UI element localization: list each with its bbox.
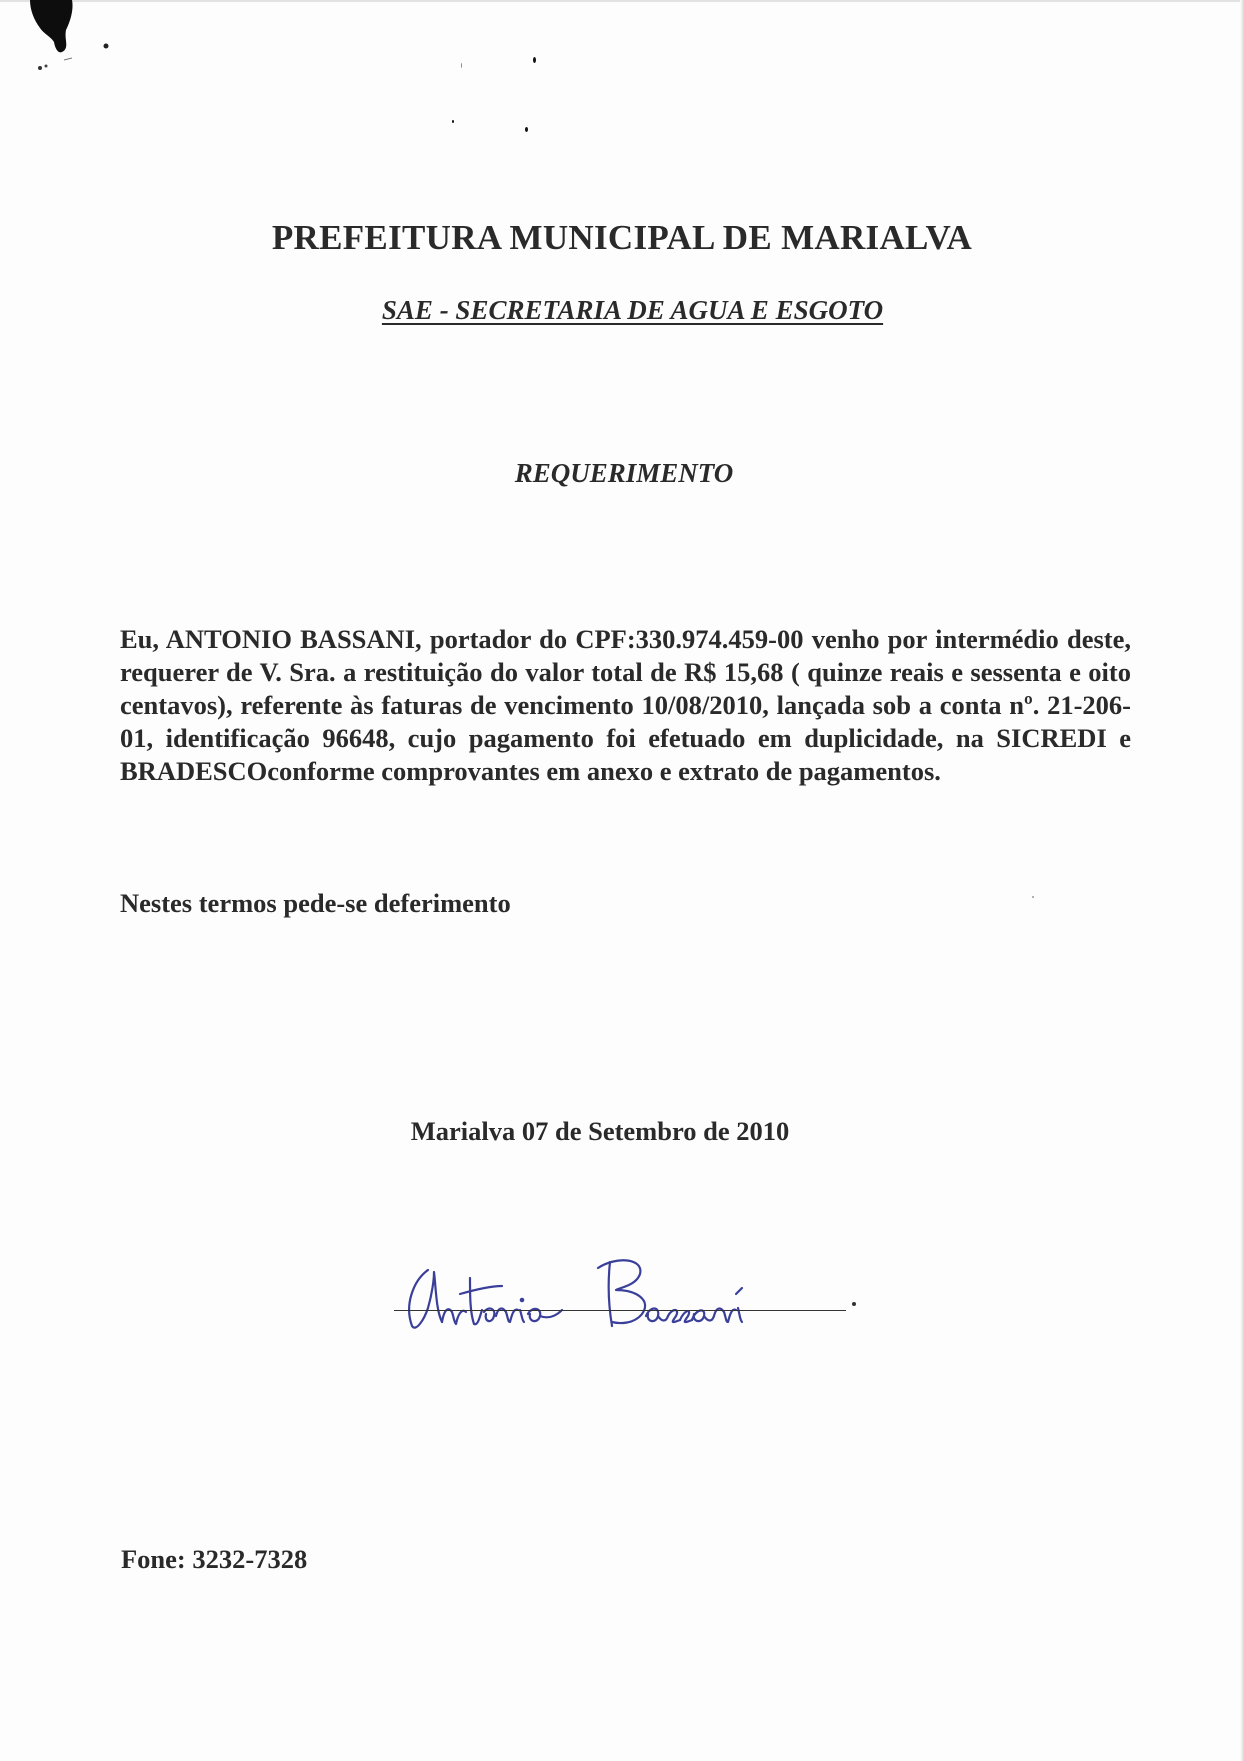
request-body-paragraph: Eu, ANTONIO BASSANI, portador do CPF:330.974.459-00 venho por intermédio deste, requerer de V. Sra. a restituição do valor total de R$ 15,68 ( quinze reais e sessenta e oito centavos), referente às faturas de vencimento 10/08/2010, lançada sob a conta nº. 21-206-01, identificação 96648, cujo pagamento foi efetuado em duplicidade, na SICREDI e BRADESCOconforme comprovantes em anexo e extrato de pagamentos. xyxy=(120,624,1131,786)
scan-speck xyxy=(533,57,536,63)
signature-line-dot xyxy=(852,1302,856,1306)
document-type-heading: REQUERIMENTO xyxy=(514,458,734,488)
scan-edge-right xyxy=(1240,0,1244,1761)
scan-speck xyxy=(452,120,454,123)
scan-speck xyxy=(525,127,528,132)
phone-number: Fone: 3232-7328 xyxy=(121,1544,308,1574)
closing-line: Nestes termos pede-se deferimento xyxy=(120,888,511,918)
scan-speck xyxy=(461,63,462,68)
institution-title: PREFEITURA MUNICIPAL DE MARIALVA xyxy=(271,218,973,257)
signature-block xyxy=(390,1250,870,1340)
scan-artifact xyxy=(0,0,120,80)
place-and-date: Marialva 07 de Setembro de 2010 xyxy=(410,1116,790,1146)
scan-edge-top xyxy=(0,0,1244,2)
signature-line xyxy=(394,1310,846,1311)
department-subtitle: SAE - SECRETARIA DE AGUA E ESGOTO xyxy=(381,295,884,325)
handwritten-signature xyxy=(390,1250,790,1340)
scan-speck xyxy=(1032,896,1034,898)
